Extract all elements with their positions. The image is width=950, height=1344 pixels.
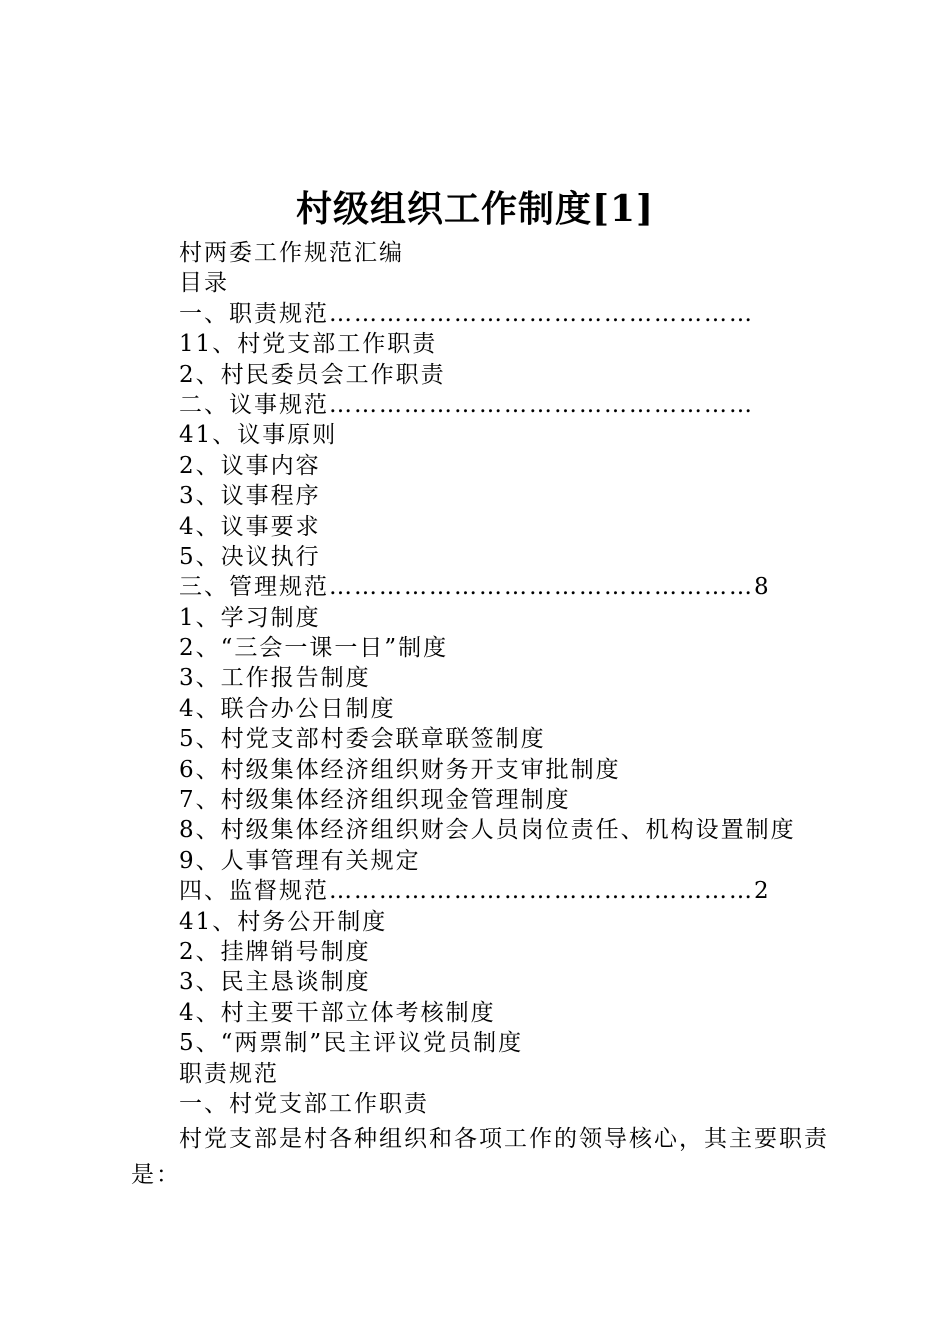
body-paragraph: 村党支部是村各种组织和各项工作的领导核心，其主要职责是： (131, 1126, 829, 1188)
toc-item: 2、挂牌销号制度 (179, 938, 371, 965)
toc-item: 5、“两票制”民主评议党员制度 (179, 1030, 524, 1057)
toc-section: 三、管理规范……………………………………………8 (179, 574, 771, 601)
toc-item: 11、村党支部工作职责 (179, 331, 438, 358)
toc-item: 3、工作报告制度 (179, 665, 371, 692)
toc-section: 二、议事规范…………………………………………… (179, 391, 754, 418)
toc-section: 一、职责规范…………………………………………… (179, 300, 754, 327)
toc-section: 四、监督规范……………………………………………2 (179, 878, 771, 905)
subtitle: 村两委工作规范汇编 (179, 240, 404, 266)
document-title: 村级组织工作制度[1] (295, 188, 655, 230)
toc-item: 4、联合办公日制度 (179, 695, 396, 722)
toc-item: 2、“三会一课一日”制度 (179, 635, 449, 662)
toc-item: 1、学习制度 (179, 604, 321, 631)
toc-item: 9、人事管理有关规定 (179, 847, 421, 874)
toc-item: 6、村级集体经济组织财务开支审批制度 (179, 756, 621, 783)
toc-item: 3、议事程序 (179, 483, 321, 510)
toc-item: 7、村级集体经济组织现金管理制度 (179, 787, 571, 814)
subsection-heading: 一、村党支部工作职责 (179, 1090, 429, 1117)
toc-item: 8、村级集体经济组织财会人员岗位责任、机构设置制度 (179, 817, 796, 844)
section-heading: 职责规范 (179, 1060, 279, 1087)
toc-item: 4、议事要求 (179, 513, 321, 540)
toc-item: 2、村民委员会工作职责 (179, 361, 446, 388)
toc-item: 4、村主要干部立体考核制度 (179, 999, 496, 1026)
toc-list (179, 238, 796, 1119)
toc-item: 3、民主恳谈制度 (179, 969, 371, 996)
toc-item: 2、议事内容 (179, 452, 321, 479)
toc-heading: 目录 (179, 270, 229, 297)
toc-item: 41、议事原则 (179, 422, 338, 449)
toc-item: 5、村党支部村委会联章联签制度 (179, 726, 546, 753)
toc-item: 5、决议执行 (179, 543, 321, 570)
toc-item: 41、村务公开制度 (179, 908, 388, 935)
